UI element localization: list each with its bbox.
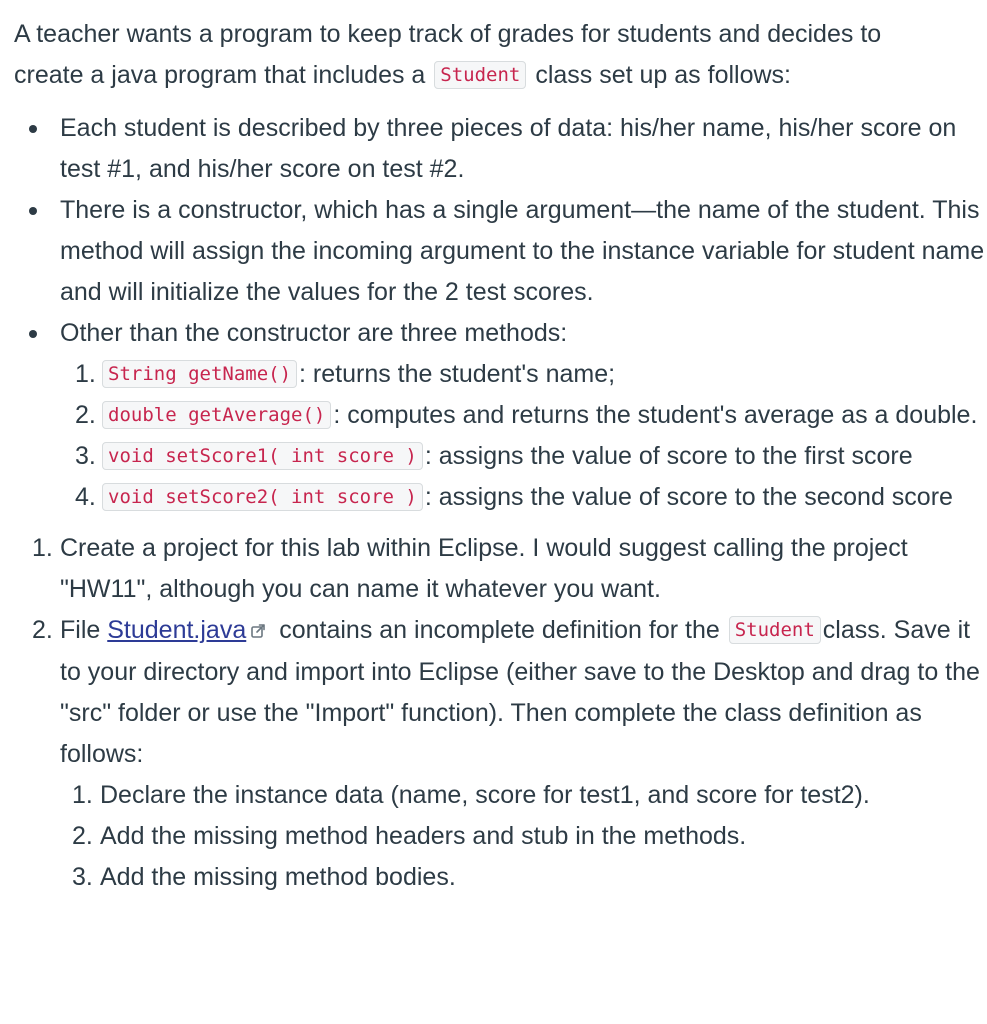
intro-paragraph [14,14,987,96]
external-link-icon[interactable] [250,611,266,652]
substep-item [72,816,987,857]
steps-list [14,528,987,898]
substep-number: 1. [72,781,93,809]
method-description: : assigns the value of score to the second score [424,483,953,511]
substep-number: 3. [72,863,93,891]
method-description: : computes and returns the student's average as a double. [333,401,978,429]
method-description: : returns the student's name; [299,360,616,388]
step-item [32,528,987,610]
substep-item [72,775,987,816]
step-number: 1. [32,534,53,562]
substep-number: 2. [72,822,93,850]
intro-line2-before: create a java program that includes a [14,61,426,89]
substep-text: Add the missing method bodies. [100,863,456,891]
methods-list [60,354,987,518]
step-text-after-link: contains an incomplete definition for the [279,616,720,644]
bullet-text: Other than the constructor are three methods: [60,319,568,347]
requirements-list [14,108,987,518]
method-signature-code: double getAverage() [102,401,331,429]
method-description: : assigns the value of score to the first score [424,442,913,470]
method-number: 1. [75,360,96,388]
method-item [75,354,987,395]
method-signature-code: void setScore1( int score ) [102,442,423,470]
list-item [60,108,987,190]
step-text-before-link: File [60,616,101,644]
substeps-list [60,775,987,898]
substep-text: Add the missing method headers and stub in the methods. [100,822,747,850]
bullet-text: There is a constructor, which has a single argument—the name of the student. This method will assign the incoming argument to the instance variable for student name and will initialize the values for the 2 test scores. [60,196,985,306]
student-java-link[interactable]: Student.java [107,616,247,644]
method-item [75,477,987,518]
substep-text: Declare the instance data (name, score for test1, and score for test2). [100,781,870,809]
intro-line2-after: class set up as follows: [535,61,791,89]
step-item [32,610,987,898]
method-item [75,436,987,477]
bullet-text: Each student is described by three pieces of data: his/her name, his/her score on test #1, and his/her score on test #2. [60,114,957,183]
student-class-code: Student [729,616,821,644]
method-number: 4. [75,483,96,511]
method-number: 3. [75,442,96,470]
list-item [60,190,987,313]
step-number: 2. [32,616,53,644]
method-signature-code: void setScore2( int score ) [102,483,423,511]
substep-item [72,857,987,898]
step-text-after-class: class. Save it to your directory and import into Eclipse (either save to the Desktop and drag to the "src" folder or use the "Import" function). Then complete the class definition as follows: [60,616,980,768]
method-signature-code: String getName() [102,360,297,388]
intro-line1: A teacher wants a program to keep track of grades for students and decides to [14,20,882,48]
student-class-code: Student [434,61,526,89]
list-item [60,313,987,518]
method-number: 2. [75,401,96,429]
method-item [75,395,987,436]
step-text: Create a project for this lab within Eclipse. I would suggest calling the project "HW11", although you can name it whatever you want. [60,534,908,603]
